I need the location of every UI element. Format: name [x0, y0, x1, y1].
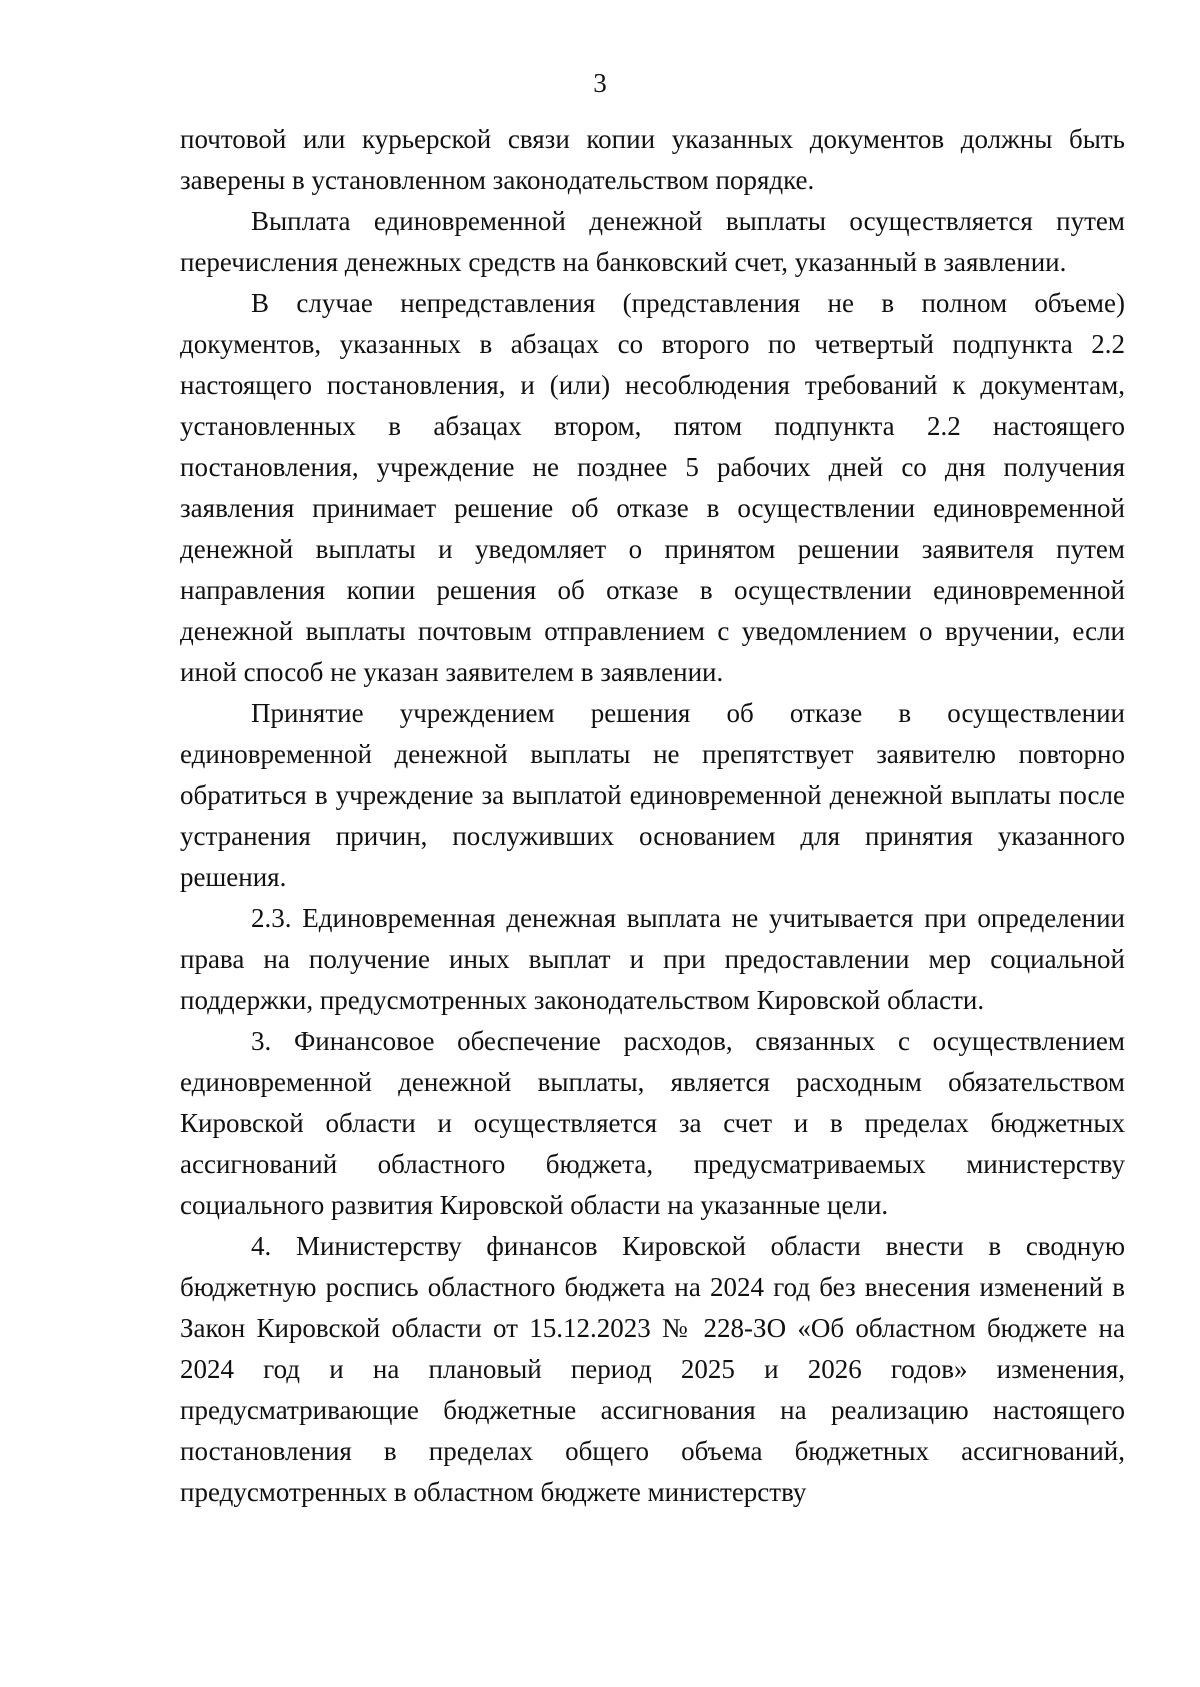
paragraph-2-3: 2.3. Единовременная денежная выплата не учитывается при определении права на получение иных выплат и при предоставлении мер социальной поддержки, предусмотренных законодательством Кировской области. — [180, 903, 1125, 1015]
paragraph-4: 4. Министерству финансов Кировской области внести в сводную бюджетную роспись областного бюджета на 2024 год без внесения изменений в Закон Кировской области от 15.12.2023 № 228-ЗО «Об областном бюджете на 2024 год и на плановый период 2025 и 2026 годов» изменения, предусматривающие бюджетные ассигнования на реализацию настоящего постановления в пределах общего объема бюджетных ассигнований, предусмотренных в областном бюджете министерству — [180, 1231, 1125, 1507]
paragraph-continuation: почтовой или курьерской связи копии указанных документов должны быть заверены в установленном законодательством порядке. — [180, 124, 1125, 195]
paragraph-reapplication: Принятие учреждением решения об отказе в осуществлении единовременной денежной выплаты не препятствует заявителю повторно обратиться в учреждение за выплатой единовременной денежной выплаты после устранения причин, послуживших основанием для принятия указанного решения. — [180, 698, 1125, 892]
document-body — [180, 119, 1125, 1513]
paragraph-payment-method: Выплата единовременной денежной выплаты осуществляется путем перечисления денежных средств на банковский счет, указанный в заявлении. — [180, 206, 1125, 277]
paragraph-3: 3. Финансовое обеспечение расходов, связанных с осуществлением единовременной денежной выплаты, является расходным обязательством Кировской области и осуществляется за счет и в пределах бюджетных ассигнований областного бюджета, предусматриваемых министерству социального развития Кировской области на указанные цели. — [180, 1026, 1125, 1220]
paragraph-refusal-conditions: В случае непредставления (представления не в полном объеме) документов, указанных в абзацах со второго по четвертый подпункта 2.2 настоящего постановления, и (или) несоблюдения требований к документам, установленных в абзацах втором, пятом подпункта 2.2 настоящего постановления, учреждение не позднее 5 рабочих дней со дня получения заявления принимает решение об отказе в осуществлении единовременной денежной выплаты и уведомляет о принятом решении заявителя путем направления копии решения об отказе в осуществлении единовременной денежной выплаты почтовым отправлением с уведомлением о вручении, если иной способ не указан заявителем в заявлении. — [180, 288, 1125, 687]
page-number: 3 — [593, 68, 607, 98]
